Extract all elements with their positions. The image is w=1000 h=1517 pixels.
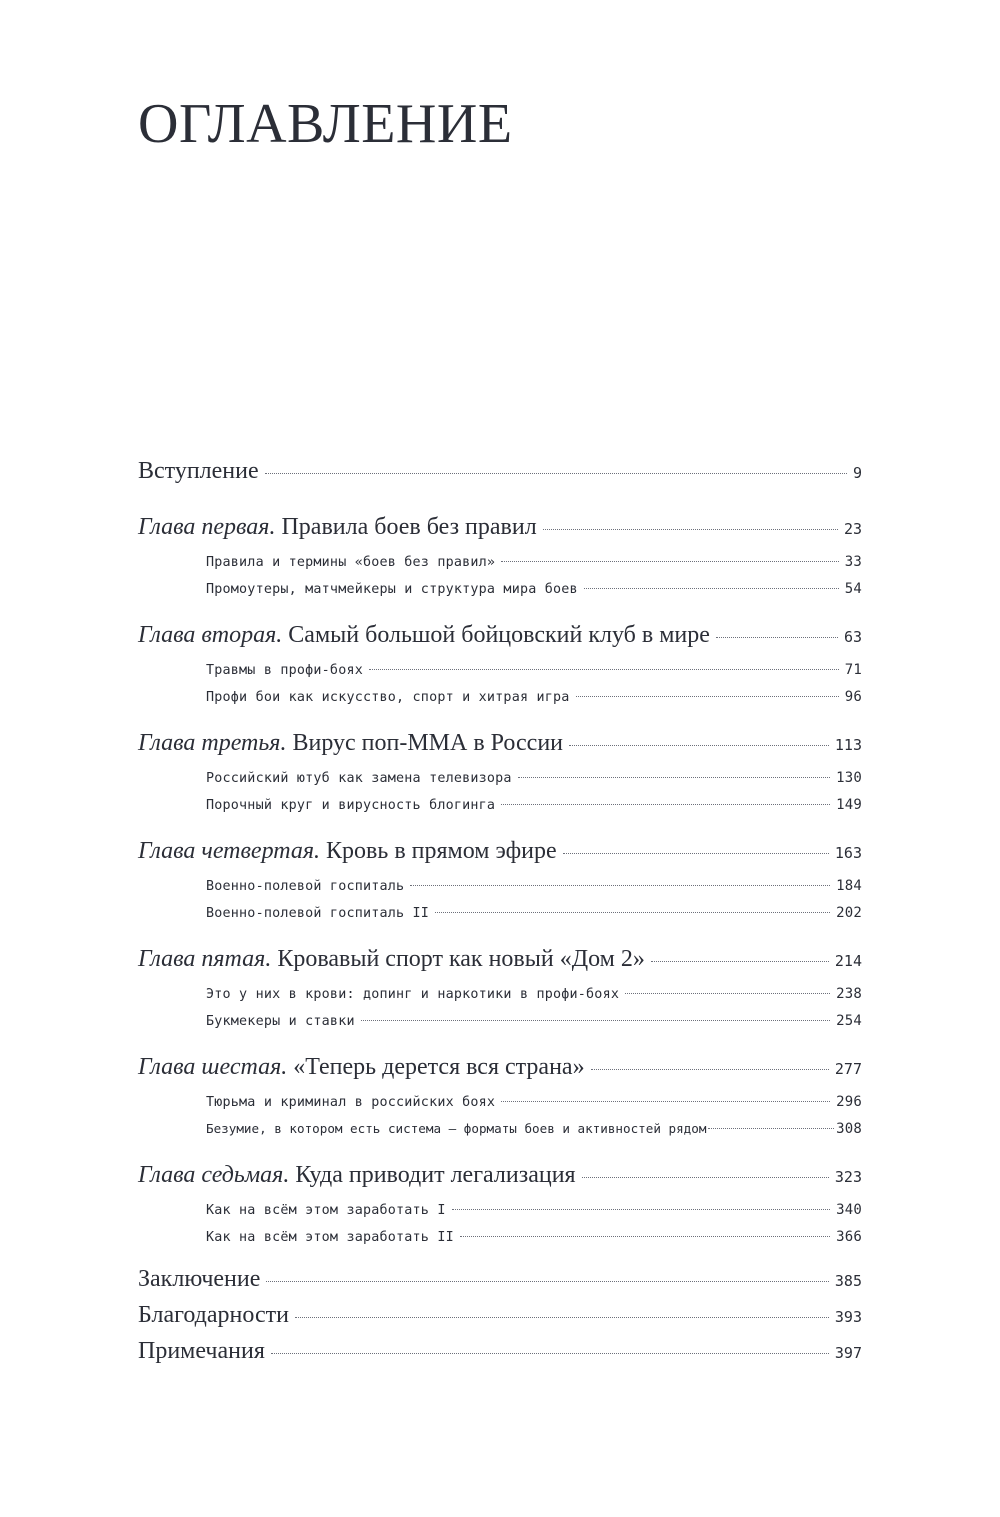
section-title: Промоутеры, матчмейкеры и структура мира боев [206,582,578,597]
dot-leader [501,1101,830,1102]
dot-leader [410,885,830,886]
toc-page-number: 23 [843,520,862,538]
dot-leader [543,529,838,530]
section-title: Военно-полевой госпиталь II [206,906,430,921]
toc-page-number: 277 [834,1060,862,1078]
toc-page-number: 163 [834,844,862,862]
section-title: Как на всём этом заработать I [206,1203,446,1218]
toc-page-number: 308 [836,1121,862,1137]
toc-page-number: 393 [834,1308,862,1326]
toc-page-number: 254 [836,1013,862,1029]
chapter-title: Кровавый спорт как новый «Дом 2» [277,946,645,972]
section-title: Как на всём этом заработать II [206,1230,454,1245]
toc-page-number: 202 [836,905,862,921]
toc-section-entry[interactable] [138,1121,862,1148]
toc-chapter-entry[interactable] [138,1054,862,1090]
chapter-block [138,730,862,824]
toc-chapter-entry[interactable] [138,1162,862,1198]
dot-leader [369,669,839,670]
chapter-title: Кровь в прямом эфире [326,838,557,864]
dot-leader [460,1236,830,1237]
toc-chapter-heading [138,622,710,649]
dot-leader [271,1353,829,1354]
chapter-block [138,514,862,608]
chapter-number: Глава пятая. [138,946,272,972]
toc-section-entry[interactable] [138,770,862,797]
toc-entry-label: Заключение [138,1266,261,1292]
toc-section-entry[interactable] [138,986,862,1013]
toc-page-number: 366 [836,1229,862,1245]
toc-page-number: 397 [834,1344,862,1362]
dot-leader [708,1128,834,1129]
dot-leader [501,561,839,562]
toc-section-entry[interactable] [138,1094,862,1121]
dot-leader [435,912,830,913]
toc-page-number: 323 [834,1168,862,1186]
dot-leader [582,1177,829,1178]
toc-page-number: 149 [836,797,862,813]
chapter-block [138,1054,862,1148]
toc-page-number: 33 [844,554,862,570]
dot-leader [591,1069,829,1070]
toc-section-entry[interactable] [138,878,862,905]
chapter-number: Глава шестая. [138,1054,288,1080]
dot-leader [295,1317,829,1318]
toc-chapter-heading [138,1054,585,1081]
toc-page-number: 238 [836,986,862,1002]
section-title: Военно-полевой госпиталь [206,879,405,894]
chapter-title: Правила боев без правил [281,514,537,540]
toc-entry-acknowledgements[interactable] [138,1302,862,1338]
chapter-number: Глава четвертая. [138,838,321,864]
table-of-contents [138,458,862,1374]
dot-leader [518,777,830,778]
toc-page-number: 130 [836,770,862,786]
toc-page-number: 63 [843,628,862,646]
dot-leader [265,473,847,474]
dot-leader [266,1281,829,1282]
toc-chapter-heading [138,946,645,973]
dot-leader [501,804,830,805]
chapter-title: «Теперь дерется вся страна» [293,1054,585,1080]
section-title: Российский ютуб как замена телевизора [206,771,512,786]
toc-page-number: 9 [852,464,862,482]
toc-page-number: 96 [844,689,862,705]
dot-leader [716,637,838,638]
chapter-title: Куда приводит легализация [295,1162,576,1188]
section-title: Тюрьма и криминал в российских боях [206,1095,496,1110]
toc-chapter-entry[interactable] [138,946,862,982]
toc-chapter-heading [138,514,537,541]
dot-leader [569,745,829,746]
page-title: ОГЛАВЛЕНИЕ [138,93,513,155]
toc-section-entry[interactable] [138,1202,862,1229]
toc-entry-label: Примечания [138,1338,265,1364]
toc-section-entry[interactable] [138,689,862,716]
chapter-block [138,622,862,716]
toc-section-entry[interactable] [138,662,862,689]
chapter-number: Глава первая. [138,514,276,540]
dot-leader [452,1209,831,1210]
section-title: Травмы в профи-боях [206,663,363,678]
toc-section-entry[interactable] [138,581,862,608]
toc-page-number: 214 [834,952,862,970]
toc-entry-notes[interactable] [138,1338,862,1374]
toc-section-entry[interactable] [138,797,862,824]
toc-chapter-heading [138,1162,576,1189]
toc-chapter-heading [138,838,557,865]
section-title: Порочный круг и вирусность блогинга [206,798,496,813]
chapter-number: Глава вторая. [138,622,283,648]
toc-chapter-entry[interactable] [138,838,862,874]
toc-page-number: 54 [844,581,862,597]
toc-entry-label: Вступление [138,458,259,484]
chapter-block [138,838,862,932]
toc-chapter-entry[interactable] [138,730,862,766]
toc-section-entry[interactable] [138,554,862,581]
toc-section-entry[interactable] [138,1013,862,1040]
toc-page-number: 113 [834,736,862,754]
toc-page-number: 340 [836,1202,862,1218]
toc-chapter-entry[interactable] [138,514,862,550]
dot-leader [625,993,830,994]
chapter-block [138,1162,862,1256]
toc-section-entry[interactable] [138,905,862,932]
dot-leader [576,696,839,697]
toc-chapter-entry[interactable] [138,622,862,658]
chapter-number: Глава третья. [138,730,287,756]
toc-page-number: 184 [836,878,862,894]
toc-entry-conclusion[interactable] [138,1266,862,1302]
toc-page-number: 71 [844,662,862,678]
dot-leader [361,1020,830,1021]
toc-chapter-heading [138,730,563,757]
chapter-title: Самый большой бойцовский клуб в мире [288,622,710,648]
toc-page-number: 385 [834,1272,862,1290]
section-title: Это у них в крови: допинг и наркотики в профи-боях [206,987,620,1002]
dot-leader [563,853,829,854]
chapter-number: Глава седьмая. [138,1162,290,1188]
toc-entry-intro[interactable] [138,458,862,494]
chapter-title: Вирус поп-ММА в России [292,730,564,756]
section-title: Правила и термины «боев без правил» [206,555,496,570]
toc-page-number: 296 [836,1094,862,1110]
toc-entry-label: Благодарности [138,1302,289,1328]
dot-leader [584,588,839,589]
chapter-block [138,946,862,1040]
dot-leader [651,961,829,962]
section-title: Букмекеры и ставки [206,1014,355,1029]
section-title: Безумие, в котором есть система – форматы боев и активностей рядом [206,1121,707,1136]
toc-section-entry[interactable] [138,1229,862,1256]
section-title: Профи бои как искусство, спорт и хитрая игра [206,690,570,705]
